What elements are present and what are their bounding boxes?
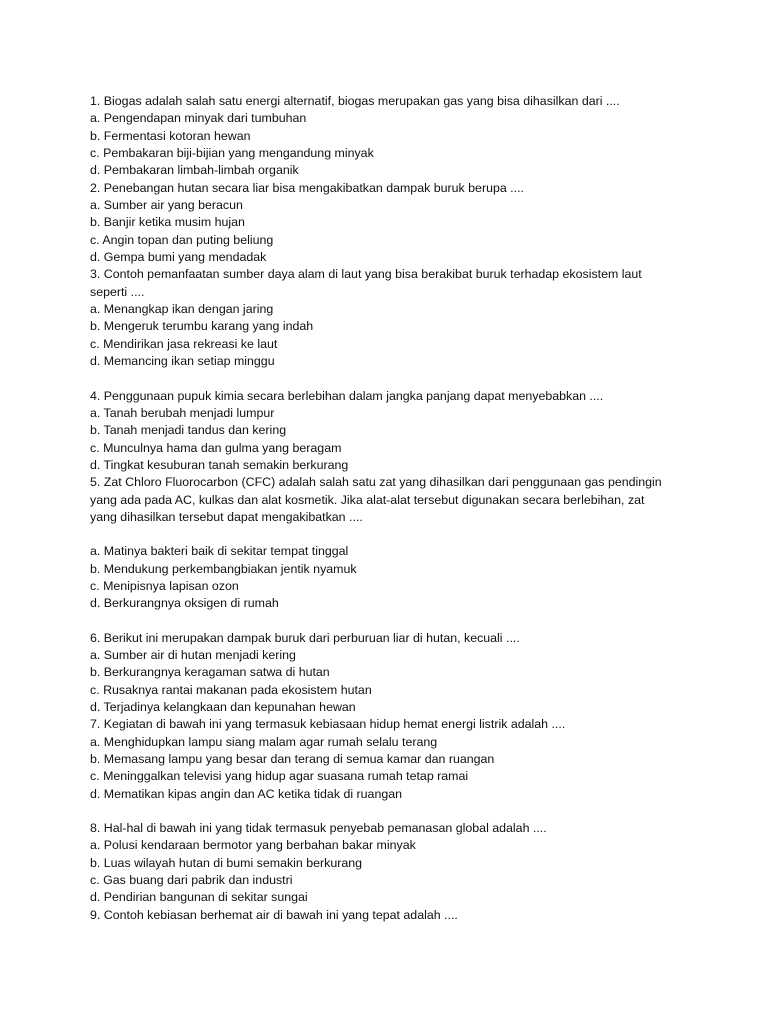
question-list <box>90 93 690 924</box>
blank-line <box>90 371 690 388</box>
question-3-text-cont: seperti .... <box>90 284 145 299</box>
question-3-option-d: d. Memancing ikan setiap minggu <box>90 354 275 369</box>
question-5-option-c: c. Menipisnya lapisan ozon <box>90 578 239 593</box>
question-8-option-b: b. Luas wilayah hutan di bumi semakin berkurang <box>90 855 363 870</box>
question-4-option-b: b. Tanah menjadi tandus dan kering <box>90 423 287 438</box>
question-8-option-a: a. Polusi kendaraan bermotor yang berbahan bakar minyak <box>90 838 416 853</box>
blank-line <box>90 613 690 630</box>
question-5-text-cont: yang ada pada AC, kulkas dan alat kosmetik. Jika alat-alat tersebut digunakan secara berlebihan, zat <box>90 492 645 507</box>
question-8-option-d: d. Pendirian bangunan di sekitar sungai <box>90 890 308 905</box>
question-4-option-a: a. Tanah berubah menjadi lumpur <box>90 405 275 420</box>
question-2-option-c: c. Angin topan dan puting beliung <box>90 232 274 247</box>
question-1-text: 1. Biogas adalah salah satu energi alternatif, biogas merupakan gas yang bisa dihasilkan dari .... <box>90 94 620 108</box>
question-9-text: 9. Contoh kebiasan berhemat air di bawah ini yang tepat adalah .... <box>90 907 458 922</box>
question-5-text-cont-2: yang dihasilkan tersebut dapat mengakibatkan .... <box>90 509 363 524</box>
question-1-option-c: c. Pembakaran biji-bijian yang mengandung minyak <box>90 146 374 161</box>
question-5-option-a: a. Matinya bakteri baik di sekitar tempat tinggal <box>90 544 349 559</box>
question-9 <box>90 907 690 924</box>
question-8-option-c: c. Gas buang dari pabrik dan industri <box>90 873 293 888</box>
question-3-option-b: b. Mengeruk terumbu karang yang indah <box>90 319 314 334</box>
question-4-option-c: c. Munculnya hama dan gulma yang beragam <box>90 440 342 455</box>
question-6-option-c: c. Rusaknya rantai makanan pada ekosistem hutan <box>90 682 372 697</box>
question-4-option-d: d. Tingkat kesuburan tanah semakin berkurang <box>90 457 349 472</box>
question-5-option-b: b. Mendukung perkembangbiakan jentik nyamuk <box>90 561 357 576</box>
question-8 <box>90 820 690 907</box>
question-1-option-d: d. Pembakaran limbah-limbah organik <box>90 163 299 178</box>
question-1 <box>90 93 690 180</box>
question-3-option-a: a. Menangkap ikan dengan jaring <box>90 302 274 317</box>
question-7-text: 7. Kegiatan di bawah ini yang termasuk kebiasaan hidup hemat energi listrik adalah .... <box>90 717 566 732</box>
blank-line <box>90 526 690 543</box>
question-7-option-b: b. Memasang lampu yang besar dan terang di semua kamar dan ruangan <box>90 752 495 767</box>
question-6 <box>90 630 690 717</box>
question-2 <box>90 180 690 267</box>
question-7-option-c: c. Meninggalkan televisi yang hidup agar suasana rumah tetap ramai <box>90 769 469 784</box>
blank-line <box>90 803 690 820</box>
question-5 <box>90 474 690 612</box>
question-4 <box>90 388 690 475</box>
question-6-option-d: d. Terjadinya kelangkaan dan kepunahan hewan <box>90 700 356 714</box>
question-6-option-b: b. Berkurangnya keragaman satwa di hutan <box>90 665 330 680</box>
question-3 <box>90 266 690 370</box>
question-2-text: 2. Penebangan hutan secara liar bisa mengakibatkan dampak buruk berupa .... <box>90 180 524 195</box>
question-6-option-a: a. Sumber air di hutan menjadi kering <box>90 647 296 662</box>
question-2-option-a: a. Sumber air yang beracun <box>90 198 243 213</box>
question-1-option-b: b. Fermentasi kotoran hewan <box>90 128 251 143</box>
question-2-option-d: d. Gempa bumi yang mendadak <box>90 250 267 265</box>
question-5-text: 5. Zat Chloro Fluorocarbon (CFC) adalah salah satu zat yang dihasilkan dari penggunaan gas pendingin <box>90 475 662 490</box>
question-3-option-c: c. Mendirikan jasa rekreasi ke laut <box>90 336 278 351</box>
question-6-text: 6. Berikut ini merupakan dampak buruk dari perburuan liar di hutan, kecuali .... <box>90 630 520 645</box>
question-2-option-b: b. Banjir ketika musim hujan <box>90 215 245 230</box>
question-5-option-d: d. Berkurangnya oksigen di rumah <box>90 596 279 611</box>
question-1-option-a: a. Pengendapan minyak dari tumbuhan <box>90 111 307 126</box>
question-3-text: 3. Contoh pemanfaatan sumber daya alam di laut yang bisa berakibat buruk terhadap ekosistem laut <box>90 267 642 282</box>
question-8-text: 8. Hal-hal di bawah ini yang tidak termasuk penyebab pemanasan global adalah .... <box>90 821 547 836</box>
question-4-text: 4. Penggunaan pupuk kimia secara berlebihan dalam jangka panjang dapat menyebabkan .... <box>90 388 604 403</box>
question-7 <box>90 716 690 803</box>
question-7-option-a: a. Menghidupkan lampu siang malam agar rumah selalu terang <box>90 734 438 749</box>
question-7-option-d: d. Mematikan kipas angin dan AC ketika tidak di ruangan <box>90 786 403 801</box>
